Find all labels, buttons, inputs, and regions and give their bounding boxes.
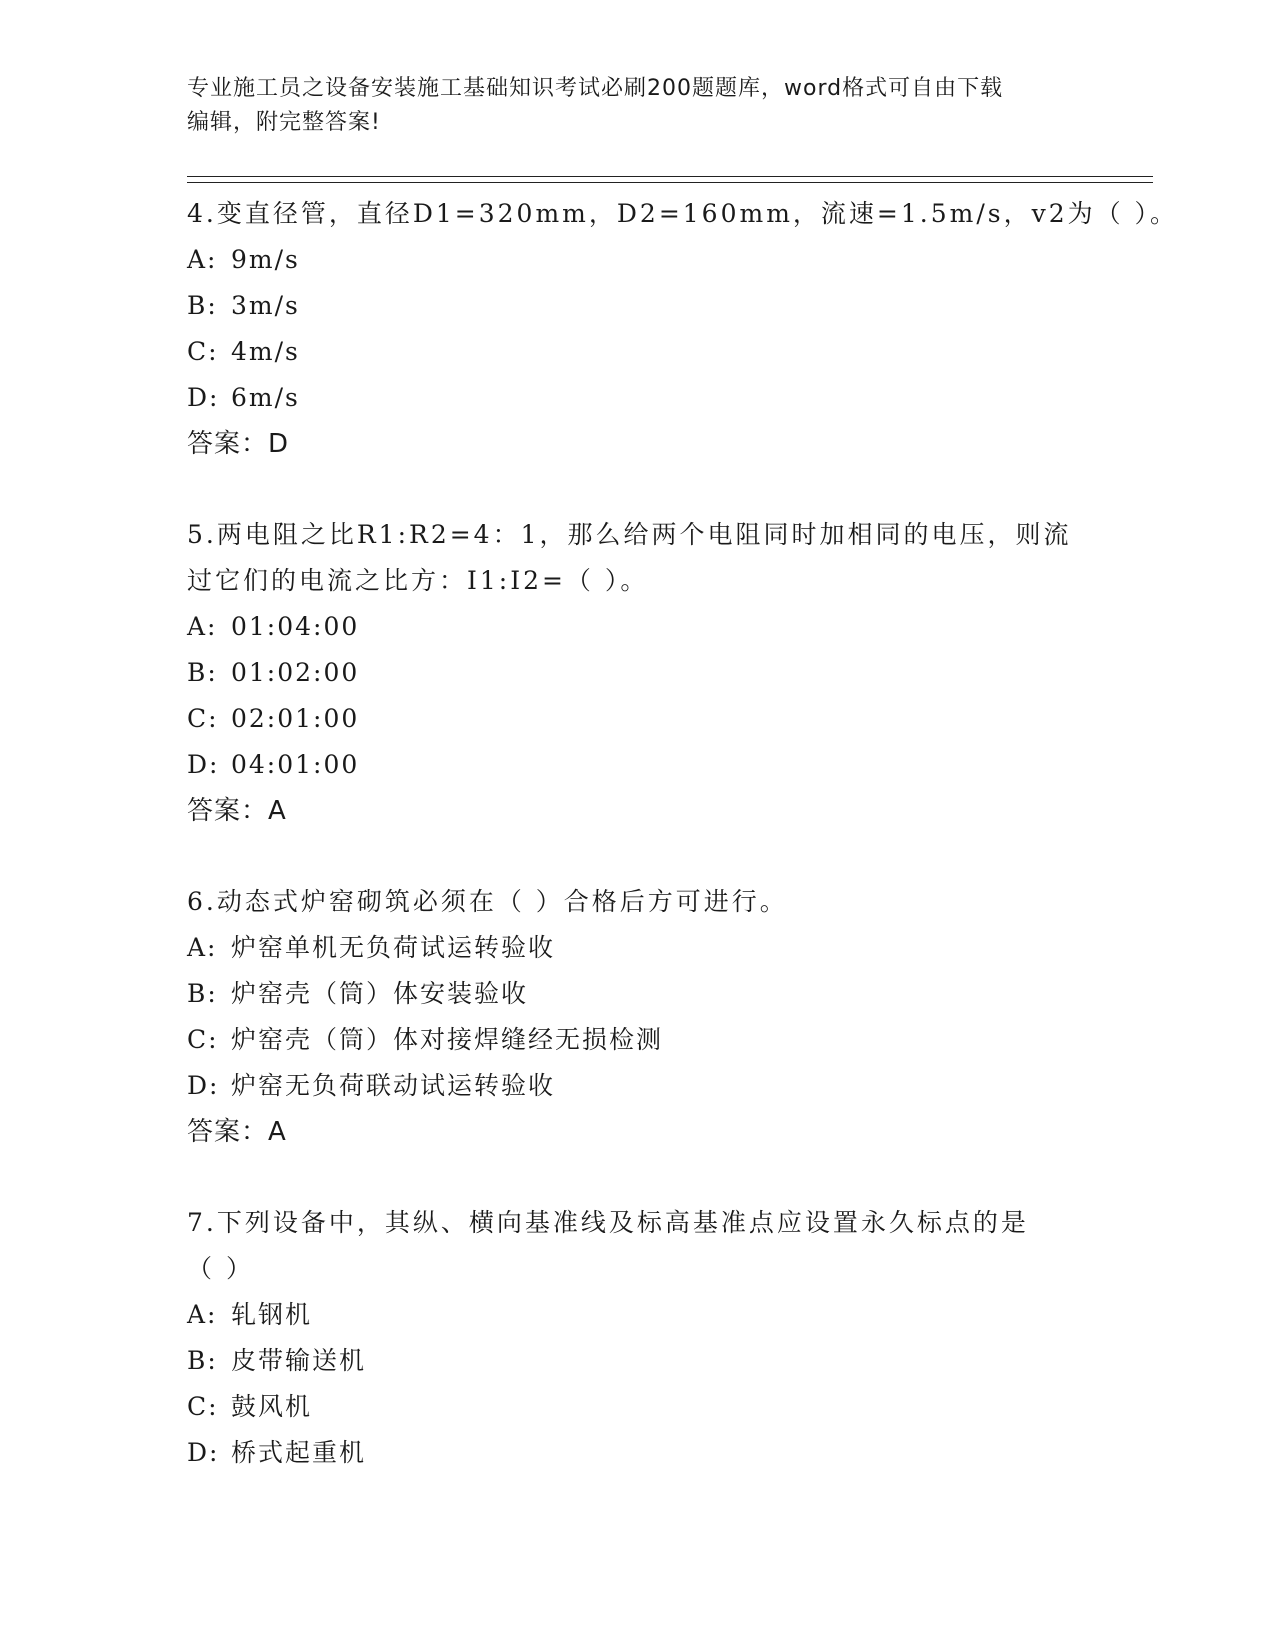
question-5 <box>187 512 1087 834</box>
option-label: B: <box>187 291 218 320</box>
option-text: 桥式起重机 <box>231 1438 367 1467</box>
header-divider-top <box>187 176 1153 177</box>
question-text-continued: 过它们的电流之比方：I1:I2=（ ）。 <box>187 566 649 595</box>
question-4 <box>187 191 1179 467</box>
question-7 <box>187 1200 1087 1476</box>
option-d <box>187 742 1087 788</box>
option-label: A: <box>187 1300 218 1329</box>
option-label: B: <box>187 979 218 1008</box>
option-a <box>187 237 1087 283</box>
option-label: C: <box>187 1392 219 1421</box>
answer: 答案：A <box>187 1117 287 1147</box>
option-text: 炉窑壳（筒）体安装验收 <box>231 979 529 1008</box>
option-text: 01:04:00 <box>231 612 360 641</box>
option-text: 01:02:00 <box>231 658 360 687</box>
option-text: 轧钢机 <box>231 1300 313 1329</box>
option-text: 04:01:00 <box>231 750 360 779</box>
option-label: D: <box>187 1438 220 1467</box>
option-label: A: <box>187 612 218 641</box>
option-b <box>187 283 1087 329</box>
option-text: 炉窑无负荷联动试运转验收 <box>231 1071 556 1100</box>
header-line-1: 专业施工员之设备安装施工基础知识考试必刷200题题库，word格式可自由下载 <box>187 76 1004 101</box>
header-divider-bottom <box>187 182 1153 183</box>
option-label: D: <box>187 750 220 779</box>
option-text: 3m/s <box>231 291 300 320</box>
option-label: A: <box>187 933 218 962</box>
option-text: 炉窑单机无负荷试运转验收 <box>231 933 556 962</box>
option-d <box>187 1063 1087 1109</box>
option-d <box>187 375 1087 421</box>
option-c <box>187 1017 1087 1063</box>
option-label: D: <box>187 383 220 412</box>
question-text: 6.动态式炉窑砌筑必须在（ ）合格后方可进行。 <box>187 887 788 916</box>
option-label: C: <box>187 1025 219 1054</box>
option-text: 02:01:00 <box>231 704 360 733</box>
question-6 <box>187 879 1087 1155</box>
answer: 答案：A <box>187 796 287 826</box>
option-label: B: <box>187 1346 218 1375</box>
option-b <box>187 971 1087 1017</box>
option-label: D: <box>187 1071 220 1100</box>
answer: 答案：D <box>187 429 290 459</box>
question-text: 7.下列设备中，其纵、横向基准线及标高基准点应设置永久标点的是 <box>187 1208 1029 1237</box>
question-text-continued: （ ） <box>187 1254 254 1283</box>
option-label: C: <box>187 704 219 733</box>
option-a <box>187 925 1087 971</box>
option-label: C: <box>187 337 219 366</box>
option-label: B: <box>187 658 218 687</box>
option-text: 9m/s <box>231 245 300 274</box>
option-text: 6m/s <box>231 383 300 412</box>
option-d <box>187 1430 1087 1476</box>
option-text: 皮带输送机 <box>231 1346 367 1375</box>
option-a <box>187 604 1087 650</box>
question-list <box>187 191 1179 1521</box>
option-c <box>187 696 1087 742</box>
option-label: A: <box>187 245 218 274</box>
option-a <box>187 1292 1087 1338</box>
option-b <box>187 1338 1087 1384</box>
option-b <box>187 650 1087 696</box>
option-text: 4m/s <box>231 337 300 366</box>
question-text: 4.变直径管，直径D1=320mm，D2=160mm，流速=1.5m/s，v2为（ ）。 <box>187 199 1179 228</box>
header-line-2: 编辑，附完整答案! <box>187 110 381 135</box>
option-c <box>187 1384 1087 1430</box>
question-text: 5.两电阻之比R1:R2=4：1，那么给两个电阻同时加相同的电压，则流 <box>187 520 1072 549</box>
option-text: 鼓风机 <box>231 1392 313 1421</box>
option-c <box>187 329 1087 375</box>
option-text: 炉窑壳（筒）体对接焊缝经无损检测 <box>231 1025 664 1054</box>
document-header <box>187 72 1067 140</box>
